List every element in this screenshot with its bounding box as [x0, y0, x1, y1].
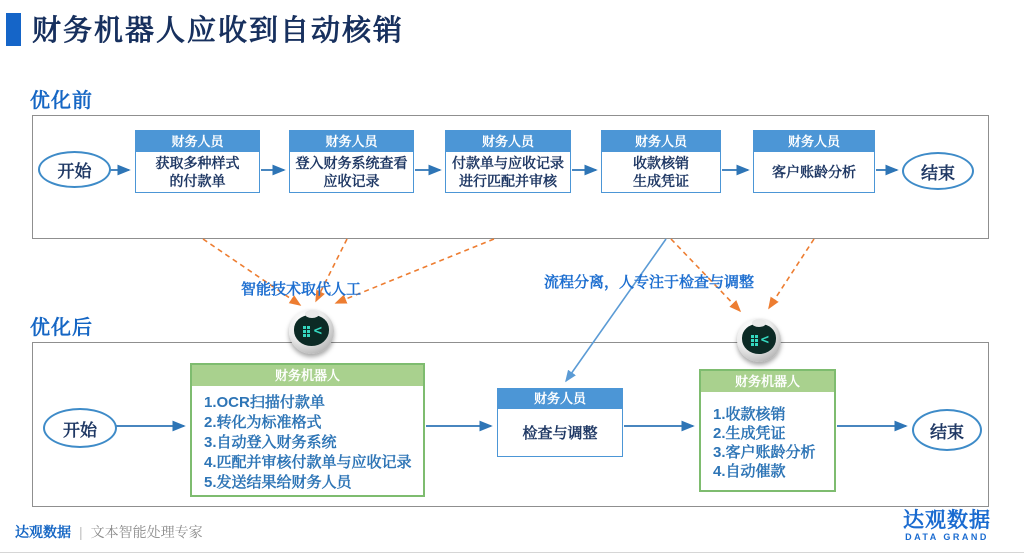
step-box-body: 获取多种样式 的付款单 — [155, 155, 240, 189]
list-item: 1.收款核销 — [713, 406, 786, 423]
list-item: 3.客户账龄分析 — [713, 444, 816, 461]
robot-eye-grid-icon — [303, 326, 306, 329]
step-box-body: 付款单与应收记录 进行匹配并审核 — [452, 155, 564, 189]
robot-eye-chevron-icon: < — [760, 332, 769, 348]
step-box-header: 财务人员 — [290, 131, 413, 152]
before-step-box-2 — [289, 130, 414, 193]
step-box-body: 客户账龄分析 — [772, 164, 856, 180]
list-item: 4.自动催款 — [713, 463, 786, 480]
before-step-box-3 — [445, 130, 571, 193]
before-step-box-4 — [601, 130, 721, 193]
annotation-separate-label: 流程分离，人专注于检查与调整 — [544, 274, 755, 291]
datagrand-logo — [892, 509, 1002, 543]
after-human-step-box — [497, 388, 623, 457]
list-item: 2.转化为标准格式 — [204, 414, 322, 431]
page-title: 财务机器人应收到自动核销 — [32, 15, 405, 47]
after-end-node: 结束 — [912, 409, 982, 451]
section-after-label: 优化后 — [30, 317, 93, 339]
title-accent-bar — [6, 13, 21, 46]
section-before-label: 优化前 — [30, 90, 93, 112]
after-start-node: 开始 — [43, 408, 117, 448]
before-start-node: 开始 — [38, 151, 111, 188]
before-step-box-5 — [753, 130, 875, 193]
footer-brand: 达观数据 — [15, 524, 71, 540]
annotation-replace-label: 智能技术取代人工 — [241, 281, 362, 298]
after-robot-step-box-1 — [190, 363, 425, 497]
before-step-box-1 — [135, 130, 260, 193]
step-box-header: 财务人员 — [136, 131, 259, 152]
footer-tagline: 文本智能处理专家 — [90, 524, 203, 540]
list-item: 1.OCR扫描付款单 — [204, 394, 325, 411]
step-box-body: 登入财务系统查看 应收记录 — [295, 155, 408, 189]
robot-icon — [737, 318, 781, 362]
step-box-header: 财务人员 — [498, 389, 622, 409]
step-box-body — [701, 392, 834, 481]
robot-eye-chevron-icon: < — [313, 323, 322, 339]
step-box-body — [192, 386, 423, 493]
footer-divider: | — [79, 524, 83, 540]
step-box-header: 财务人员 — [754, 131, 874, 152]
step-box-body: 检查与调整 — [522, 425, 598, 442]
list-item: 3.自动登入财务系统 — [204, 434, 337, 451]
footer — [15, 522, 203, 542]
list-item: 4.匹配并审核付款单与应收记录 — [204, 454, 412, 471]
step-box-header: 财务人员 — [446, 131, 570, 152]
logo-subtext: DATA GRAND — [905, 532, 989, 542]
after-robot-step-box-2 — [699, 369, 836, 492]
step-box-header: 财务人员 — [602, 131, 720, 152]
before-end-node: 结束 — [902, 152, 974, 190]
robot-eye-grid-icon — [751, 335, 754, 338]
robot-icon — [289, 309, 334, 354]
step-box-header: 财务机器人 — [192, 365, 423, 386]
logo-text: 达观数据 — [903, 509, 991, 532]
bottom-divider-line — [0, 552, 1024, 553]
step-box-header: 财务机器人 — [701, 371, 834, 392]
step-box-body: 收款核销 生成凭证 — [633, 155, 689, 189]
list-item: 5.发送结果给财务人员 — [204, 474, 352, 491]
list-item: 2.生成凭证 — [713, 425, 786, 442]
